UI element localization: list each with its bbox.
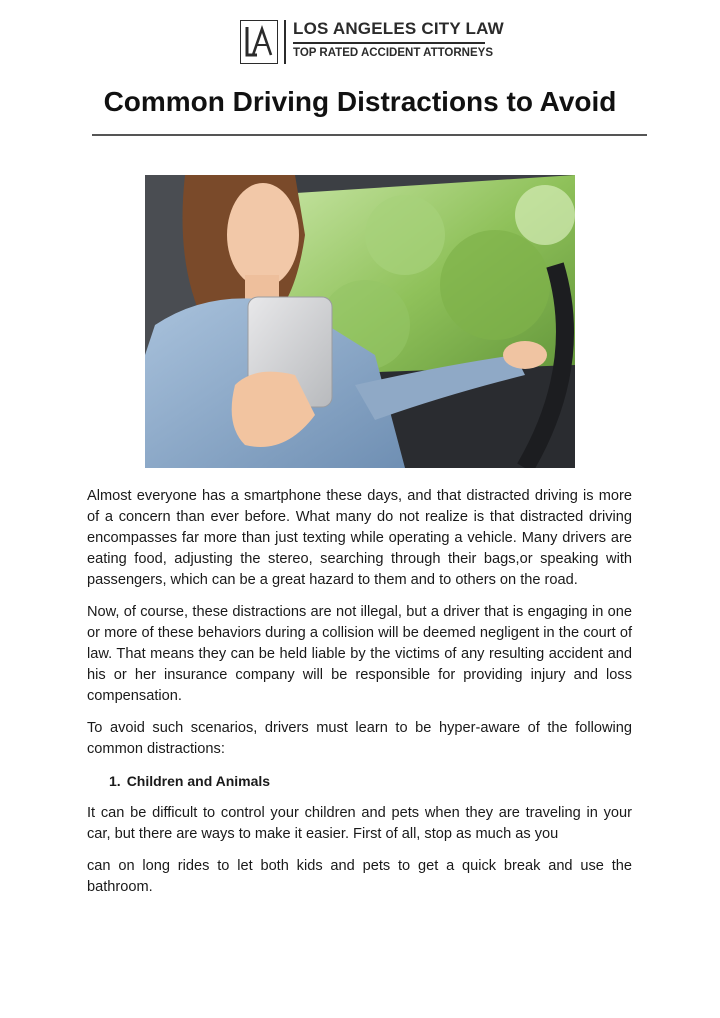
paragraph-lead-in: To avoid such scenarios, drivers must learn to be hyper-aware of the following common distractions: [87,720,632,757]
paragraph-children-2: can on long rides to let both kids and pets to get a quick break and use the bathroom. [87,858,632,895]
page-title: Common Driving Distractions to Avoid [103,86,617,117]
logo-la-monogram-icon [240,20,278,64]
logo-divider [284,20,286,64]
paragraph-children-1: It can be difficult to control your children and pets when they are traveling in your car, but there are ways to make it easier. First of all, stop as much as you [87,805,632,842]
logo-tagline: TOP RATED ACCIDENT ATTORNEYS [293,47,493,59]
driver-texting-photo [145,175,575,468]
logo-company-name: LOS ANGELES CITY LAW [293,19,504,38]
paragraph-liability: Now, of course, these distractions are not illegal, but a driver that is engaging in one or more of these behaviors during a collision will be deemed negligent in the court of law. That means they can be held liable by the victims of any resulting accident and his or her insurance company will be responsible for providing injury and loss compensation. [87,604,632,704]
logo-rule [293,42,485,44]
list-item-label: Children and Animals [126,773,271,789]
list-item-heading [87,771,632,792]
list-item-number: 1. [109,773,121,789]
article-body [87,486,632,909]
company-logo [240,18,504,66]
paragraph-intro: Almost everyone has a smartphone these days, and that distracted driving is more of a concern than ever before. What many do not realize is that distracted driving encompasses far more than just texting while operating a vehicle. Many drivers are eating food, adjusting the stereo, searching through their bags,or speaking with passengers, which can be a great hazard to them and to others on the road. [87,488,632,588]
title-divider [92,134,647,136]
